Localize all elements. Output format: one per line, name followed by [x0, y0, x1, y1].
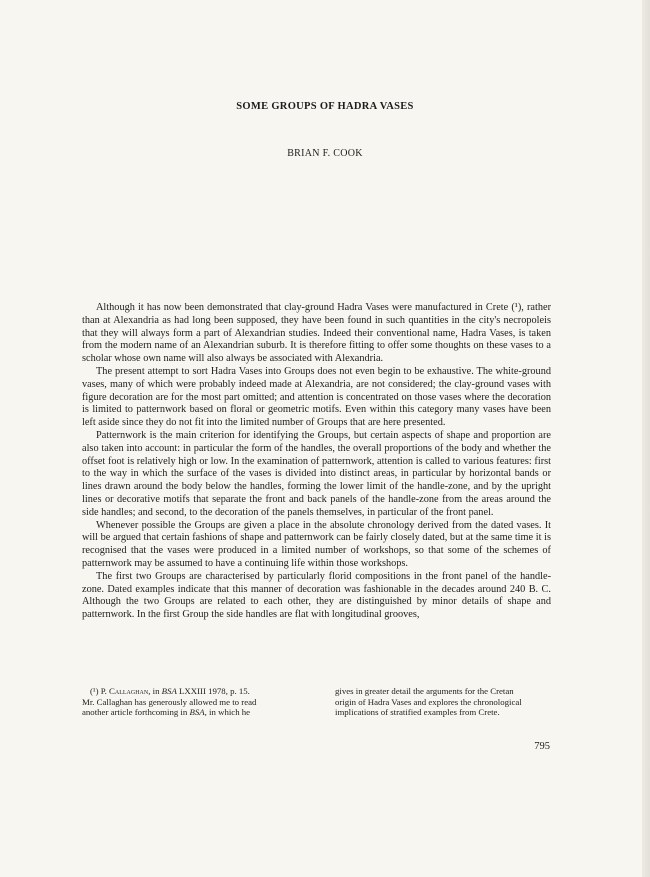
footnote	[82, 686, 551, 718]
page-edge-shadow	[642, 0, 650, 877]
article-body	[82, 302, 551, 622]
footnote-left-column	[82, 686, 298, 718]
footnote-right-line-1: gives in greater detail the arguments for the Cretan	[335, 686, 514, 696]
article-author: BRIAN F. COOK	[287, 148, 363, 159]
footnote-author: P. Callaghan,	[100, 686, 151, 696]
footnote-right-line-2: origin of Hadra Vases and explores the chronological	[335, 696, 522, 707]
footnote-right-line-3: implications of stratified examples from Crete.	[335, 707, 500, 718]
footnote-line-3-b: in which he	[209, 707, 251, 718]
footnote-right-column	[335, 686, 551, 718]
footnote-line-3-a: another article forthcoming in	[82, 707, 188, 718]
footnote-marker: (¹)	[90, 686, 99, 696]
footnote-line-3	[82, 707, 298, 718]
article-title: SOME GROUPS OF HADRA VASES	[236, 101, 414, 112]
paragraph-2: The present attempt to sort Hadra Vases into Groups does not even begin to be exhaustive. The white-ground vases, many of which were probably indeed made at Alexandria, are not considered; the clay-ground vases with figure decoration are for the most part omitted; and attention is concentrated on those vases where the decoration is limited to patternwork based on floral or geometric motifs. Even within this category many vases have been left aside since they do not fit into the limited number of Groups that are here presented.	[82, 365, 551, 429]
footnote-in: in	[152, 686, 160, 696]
footnote-line-1	[82, 686, 298, 697]
footnote-journal: BSA	[161, 686, 177, 696]
footnote-line-3-journal: BSA,	[189, 707, 207, 718]
footnote-citation: LXXIII 1978, p. 15.	[179, 686, 250, 696]
paragraph-4: Whenever possible the Groups are given a place in the absolute chronology derived from the dated vases. It will be argued that certain fashions of shape and patternwork can be fairly closely dated, but at the same time it is recognised that the vases were produced in a limited number of workshops, so that some of the schemes of patternwork may be assumed to have a continuing life within those workshops.	[82, 519, 551, 569]
paragraph-1: Although it has now been demonstrated that clay-ground Hadra Vases were manufactured in Crete (¹), rather than at Alexandria as had long been supposed, they have been found in such quantities in the city's necropoleis that they will always form a part of Alexandrian studies. Indeed their conventional name, Hadra Vases, is taken from the modern name of an Alexandrian suburb. It is therefore fitting to offer some thoughts on these vases to a scholar whose own name will also always be associated with Alexandria.	[82, 302, 551, 365]
page-number: 795	[534, 741, 550, 752]
paragraph-3: Patternwork is the main criterion for identifying the Groups, but certain aspects of shape and proportion are also taken into account: in particular the form of the handles, the overall proportions of the body and whether the offset foot is relatively high or low. In the examination of patternwork, attention is called to various features: first to the way in which the surface of the vases is divided into distinct areas, in particular by horizontal bands or lines drawn around the body below the handles, forming the lower limit of the handle-zone, and by the upright lines or decorative motifs that separate the front and back panels of the handle-zone from the areas around the side handles; and second, to the decoration of the panels themselves, in particular of the front panel.	[82, 429, 551, 518]
paragraph-5: The first two Groups are characterised by particularly florid compositions in the front panel of the handle-zone. Dated examples indicate that this manner of decoration was fashionable in the decades around 240 B. C. Although the two Groups are related to each other, they are distinguished by minor details of shape and patternwork. In the first Group the side handles are flat with longitudinal grooves,	[82, 570, 551, 621]
footnote-line-2: Mr. Callaghan has generously allowed me to read	[82, 696, 257, 707]
